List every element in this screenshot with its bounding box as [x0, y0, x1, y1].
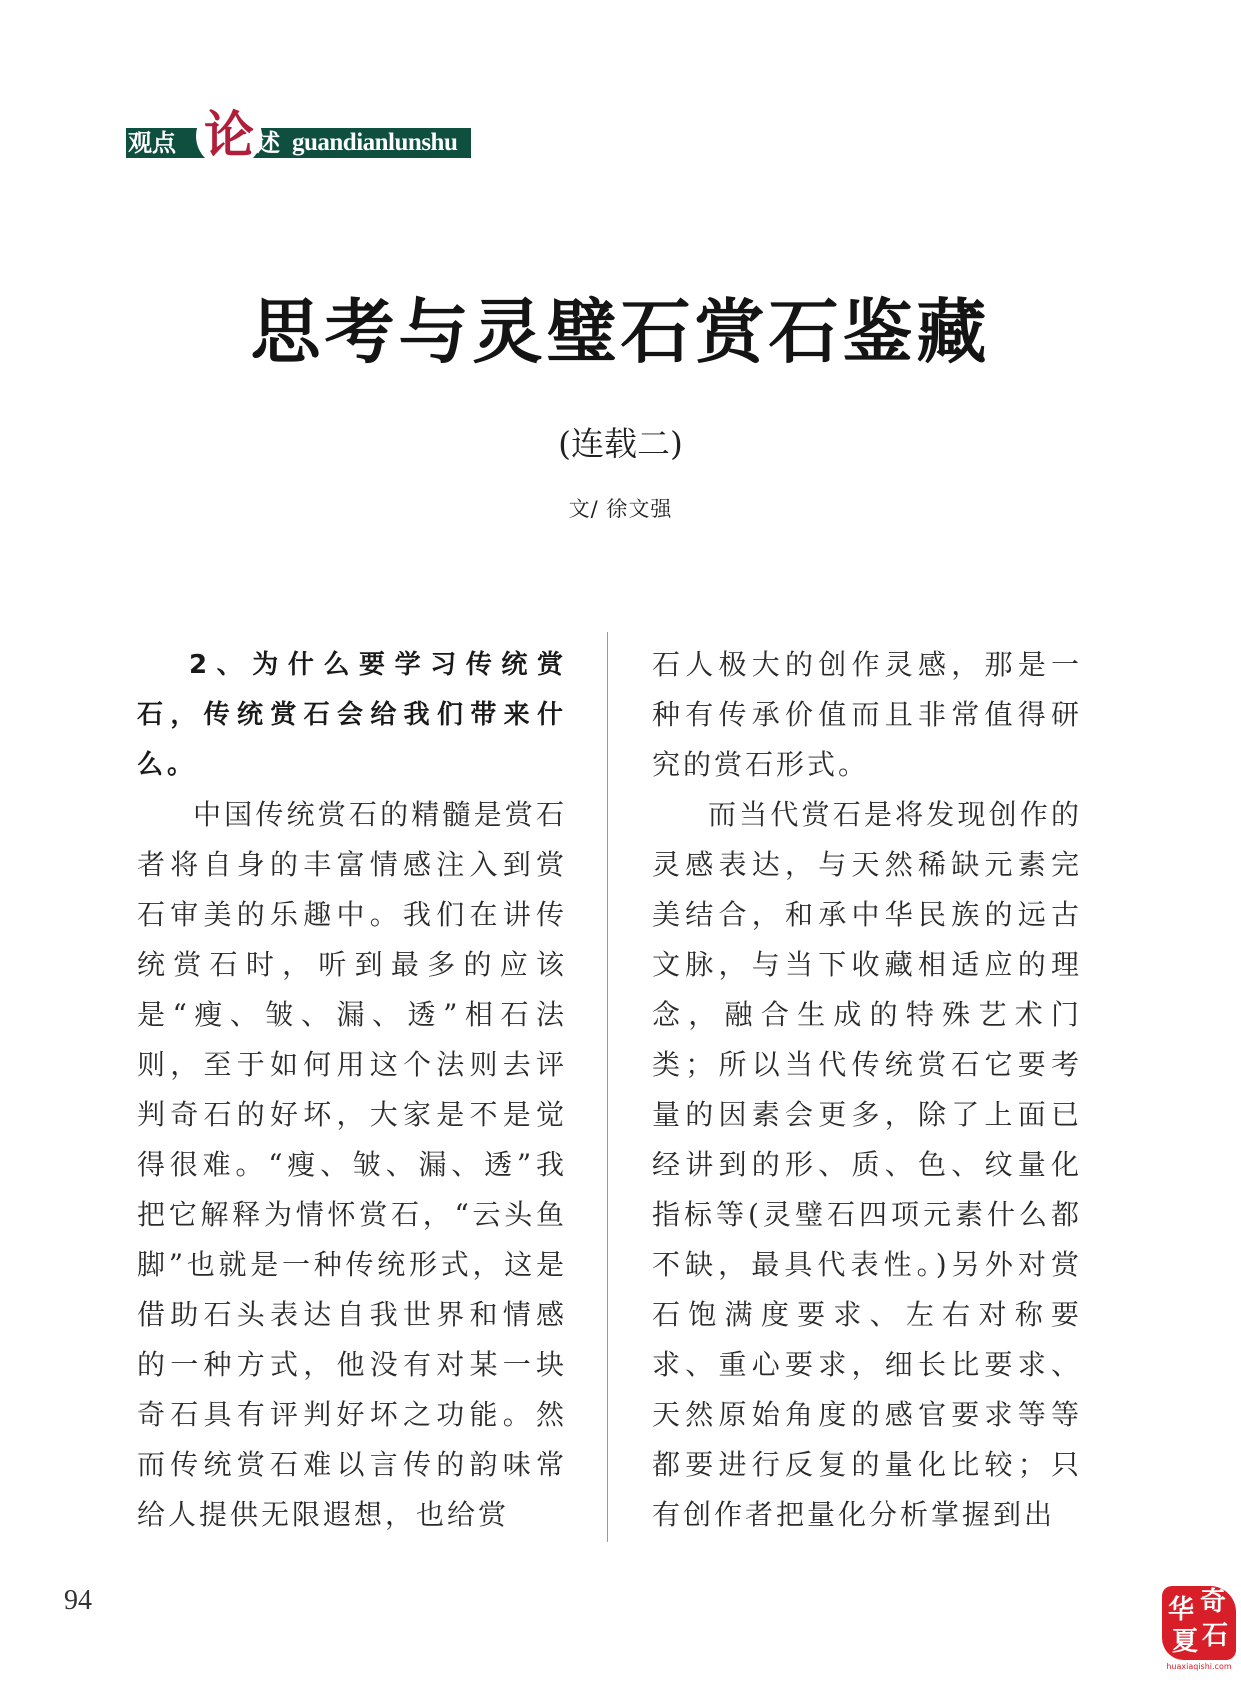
- stamp-char: 夏: [1172, 1627, 1199, 1657]
- article-title: 思考与灵璧石赏石鉴藏: [250, 290, 991, 373]
- stamp-char: 奇: [1200, 1587, 1227, 1617]
- body-paragraph: 石人极大的创作灵感，那是一种有传承价值而且非常值得研究的赏石形式。: [652, 648, 1082, 781]
- article-subtitle: (连载二): [558, 424, 683, 463]
- banner-accent-char: 论: [196, 104, 262, 168]
- banner-left-text: 观点: [128, 129, 176, 157]
- left-column: [137, 640, 567, 1540]
- body-paragraph: 中国传统赏石的精髓是赏石者将自身的丰富情感注入到赏石审美的乐趣中。我们在讲传统赏石时，听到最多的应该是“瘦、皱、漏、透”相石法则，至于如何用这个法则去评判奇石的好坏，大家是不是觉得很难。“瘦、皱、漏、透”我把它解释为情怀赏石，“云头鱼脚”也就是一种传统形式，这是借助石头表达自我世界和情感的一种方式，他没有对某一块奇石具有评判好坏之功能。然而传统赏石难以言传的韵味常给人提供无限遐想，也给赏: [137, 798, 567, 1531]
- body-paragraph: 而当代赏石是将发现创作的灵感表达，与天然稀缺元素完美结合，和承中华民族的远古文脉，与当下收藏相适应的理念，融合生成的特殊艺术门类；所以当代传统赏石它要考量的因素会更多，除了上面已经讲到的形、质、色、纹量化指标等(灵璧石四项元素什么都不缺，最具代表性。)另外对赏石饱满度要求、左右对称要求、重心要求，细长比要求、天然原始角度的感官要求等等都要进行反复的量化比较；只有创作者把量化分析掌握到出: [652, 798, 1082, 1531]
- stamp-url: huaxiaqishi.com: [1166, 1662, 1232, 1671]
- watermark-stamp-icon: [1162, 1586, 1236, 1676]
- banner-right-text: 述: [256, 129, 280, 157]
- banner-pinyin: guandianlunshu: [292, 129, 458, 156]
- stamp-char: 石: [1202, 1621, 1229, 1651]
- column-divider: [607, 632, 608, 1542]
- article-byline: 文/ 徐文强: [568, 497, 673, 521]
- right-column: [652, 640, 1082, 1540]
- section-banner: [126, 104, 486, 162]
- section-heading: 2、为什么要学习传统赏石，传统赏石会给我们带来什么。: [137, 650, 567, 780]
- stamp-char: 华: [1168, 1595, 1195, 1625]
- page-number: 94: [64, 1585, 92, 1616]
